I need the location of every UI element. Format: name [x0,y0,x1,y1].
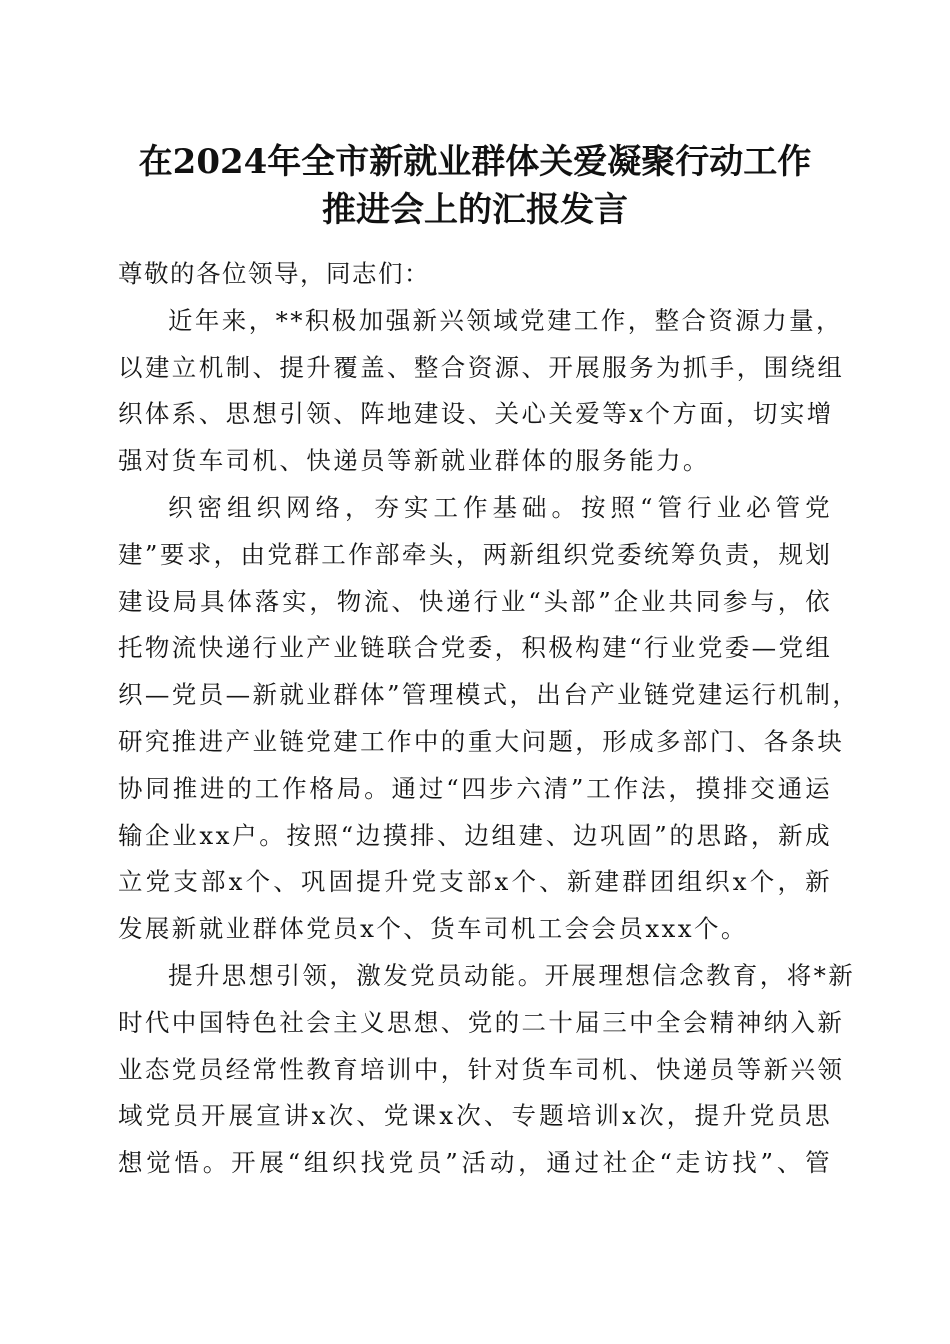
paragraph-line: 建”要求，由党群工作部牵头，两新组织党委统筹负责，规划 [118,539,833,569]
paragraph-line: 域党员开展宣讲x次、党课x次、专题培训x次，提升党员思 [118,1101,832,1131]
paragraph-line: 织—党员—新就业群体”管理模式，出台产业链党建运行机制， [118,680,860,710]
paragraph-line: 提升思想引领，激发党员动能。开展理想信念教育，将*新 [168,960,856,990]
paragraph-line: 研究推进产业链党建工作中的重大问题，形成多部门、各条块 [118,726,845,756]
paragraph-1 [118,298,845,485]
salutation: 尊敬的各位领导，同志们： [118,259,430,288]
paragraph-3 [118,953,856,1187]
paragraph-line: 时代中国特色社会主义思想、党的二十届三中全会精神纳入新 [118,1007,845,1037]
paragraph-line: 发展新就业群体党员x个、货车司机工会会员xxx个。 [118,914,748,944]
paragraph-line: 以建立机制、提升覆盖、整合资源、开展服务为抓手，围绕组 [118,352,845,382]
title-line-1: 在2024年全市新就业群体关爱凝聚行动工作 [138,142,812,182]
paragraph-line: 织密组织网络，夯实工作基础。按照“管行业必管党 [168,492,832,522]
paragraph-line: 想觉悟。开展“组织找党员”活动，通过社企“走访找”、管 [118,1148,832,1178]
document-title [90,138,860,234]
paragraph-line: 织体系、思想引领、阵地建设、关心关爱等x个方面，切实增 [118,399,834,429]
paragraph-line: 业态党员经常性教育培训中，针对货车司机、快递员等新兴领 [118,1054,845,1084]
paragraph-line: 建设局具体落实，物流、快递行业“头部”企业共同参与，依 [118,586,832,616]
document-body [118,251,860,1187]
paragraph-line: 强对货车司机、快递员等新就业群体的服务能力。 [118,446,710,476]
paragraph-line: 输企业xx户。按照“边摸排、边组建、边巩固”的思路，新成 [118,820,832,850]
paragraph-2 [118,485,860,953]
title-line-2: 推进会上的汇报发言 [322,190,628,230]
paragraph-line: 协同推进的工作格局。通过“四步六清”工作法，摸排交通运 [118,773,832,803]
paragraph-line: 托物流快递行业产业链联合党委，积极构建“行业党委—党组 [118,633,833,663]
paragraph-line: 立党支部x个、巩固提升党支部x个、新建群团组织x个，新 [118,867,832,897]
paragraph-line: 近年来，**积极加强新兴领域党建工作，整合资源力量， [168,305,843,335]
